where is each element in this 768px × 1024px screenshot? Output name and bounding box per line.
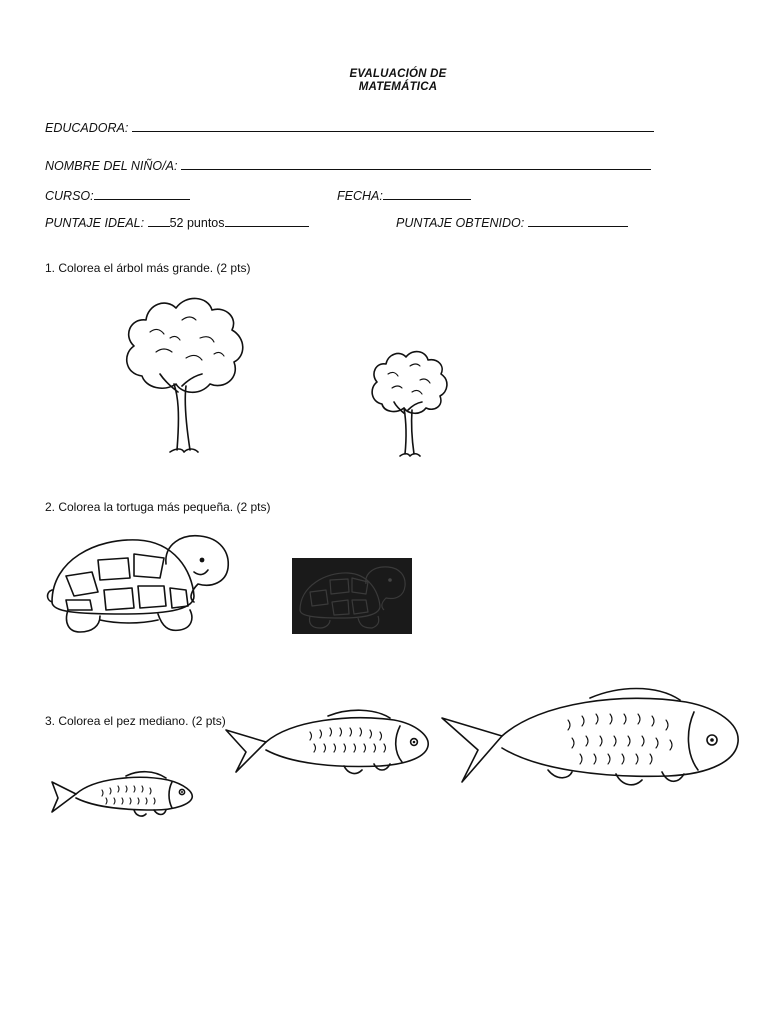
fecha-field[interactable] — [337, 187, 471, 203]
puntaje-obtenido-label: PUNTAJE OBTENIDO: — [396, 216, 525, 230]
puntaje-ideal-value: 52 puntos — [169, 216, 225, 230]
medium-fish-icon[interactable] — [224, 708, 434, 778]
nombre-field[interactable] — [45, 157, 651, 173]
nombre-label: NOMBRE DEL NIÑO/A: — [45, 159, 178, 173]
small-fish-icon[interactable] — [50, 768, 196, 822]
curso-field[interactable] — [45, 187, 190, 203]
curso-label: CURSO: — [45, 189, 94, 203]
puntaje-ideal-line-b — [225, 214, 309, 227]
question-1-text: 1. Colorea el árbol más grande. (2 pts) — [45, 261, 251, 275]
question-3-text: 3. Colorea el pez mediano. (2 pts) — [45, 714, 226, 728]
educadora-label: EDUCADORA: — [45, 121, 129, 135]
puntaje-ideal-label: PUNTAJE IDEAL: — [45, 216, 145, 230]
nombre-line — [181, 157, 651, 170]
title-line-2: MATEMÁTICA — [358, 81, 438, 93]
fecha-label: FECHA: — [337, 189, 383, 203]
title-line-1: EVALUACIÓN DE — [349, 68, 447, 80]
curso-line — [94, 187, 190, 200]
puntaje-ideal-line-a — [148, 214, 170, 227]
large-tree-icon[interactable] — [120, 292, 250, 457]
puntaje-ideal-field — [45, 214, 309, 230]
puntaje-obtenido-field[interactable] — [396, 214, 628, 230]
question-2-text: 2. Colorea la tortuga más pequeña. (2 pts) — [45, 500, 271, 514]
small-tree-icon[interactable] — [368, 348, 448, 460]
large-fish-icon[interactable] — [440, 684, 746, 790]
fecha-line — [383, 187, 471, 200]
puntaje-obtenido-line — [528, 214, 628, 227]
large-turtle-icon[interactable] — [46, 530, 234, 640]
small-turtle-icon[interactable] — [292, 558, 412, 634]
educadora-field[interactable] — [45, 119, 654, 135]
educadora-line — [132, 119, 654, 132]
